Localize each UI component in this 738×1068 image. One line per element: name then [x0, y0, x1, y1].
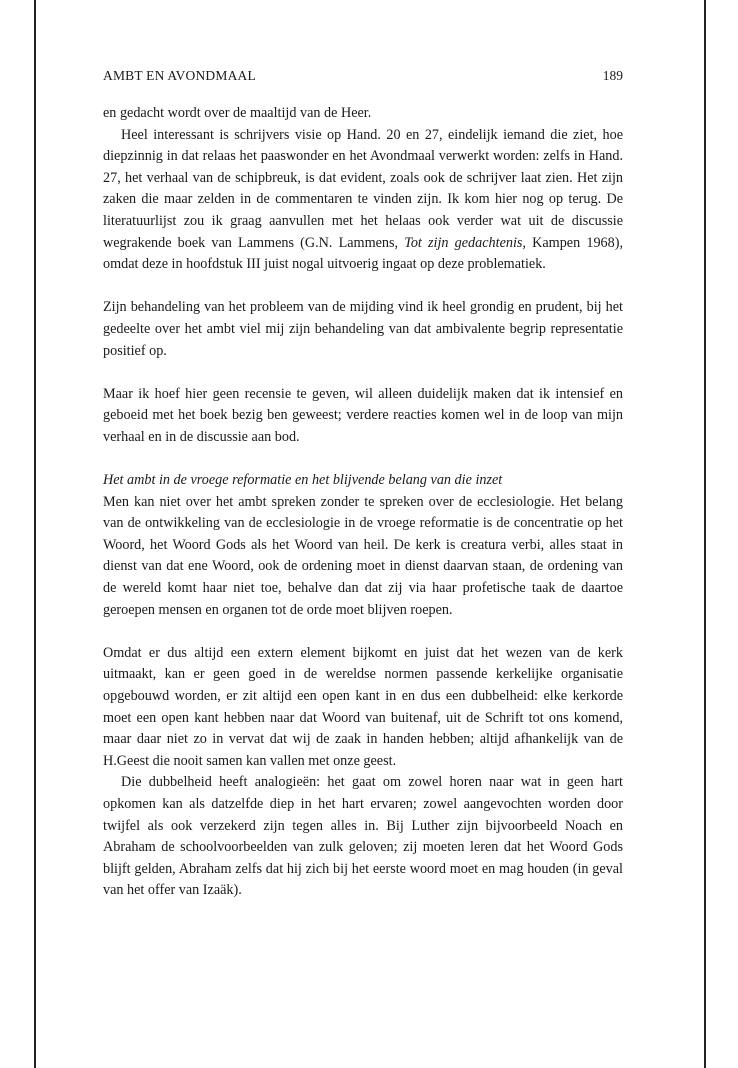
paragraph — [103, 125, 623, 276]
page-edge-right — [704, 0, 706, 1068]
section-heading: Het ambt in de vroege reformatie en het blijvende belang van die inzet — [103, 472, 503, 489]
page-number: 189 — [602, 68, 623, 83]
paragraph: Die dubbelheid heeft analogieën: het gaat om zowel horen naar wat in geen hart opkomen kan als datzelfde diep in het hart ervaren; zowel aangevochten worden door twijfel als ook verzekerd zijn tegen alles in. Bij Luther zijn bijvoorbeeld Noach en Abraham de schoolvoorbeelden van zulk geloven; zij moeten leren dat het Woord Gods blijft gelden, Abraham zelfs dat hij zich bij het eerste woord moet en mag houden (in geval van het offer van Izaäk). — [103, 774, 623, 899]
running-title: AMBT EN AVONDMAAL — [103, 68, 256, 83]
paragraph-text: Heel interessant is schrijvers visie op Hand. 20 en 27, eindelijk iemand die ziet, hoe diepzinnig in dat relaas het paaswonder en het Avondmaal verwerkt worden: zelfs in Hand. 27, het verhaal van de schipbreuk, is dat evident, zoals ook de schrijver laat zien. Het zijn zaken die maar zelden in de commentaren te vinden zijn. Ik kom hier nog op terug. De literatuurlijst zou ik graag aanvullen met het helaas ook verder wat uit de discussie wegrakende boek van Lammens (G.N. Lammens, — [103, 126, 623, 251]
paragraph: Zijn behandeling van het probleem van de mijding vind ik heel grondig en prudent, bij het gedeelte over het ambt viel mij zijn behandeling van dat ambivalente begrip representatie positief op. — [103, 299, 623, 359]
paragraph: Omdat er dus altijd een extern element bijkomt en juist dat het wezen van de kerk uitmaakt, kan er geen goed in de wereldse normen passende kerkelijke organisatie opgebouwd worden, er zit altijd een open kant in en dus een dubbelheid: elke kerkorde moet een open kant hebben naar dat Woord van buitenaf, uit de Schrift tot ons komend, maar daar niet zo in vervat dat wij de zaak in handen hebben; altijd afhankelijk van de H.Geest die nooit samen kan vallen met onze geest. — [103, 644, 623, 769]
body-text — [103, 103, 623, 902]
book-title: Tot zijn gedachtenis, — [404, 234, 526, 251]
page-edge-left — [34, 0, 36, 1068]
paragraph: Maar ik hoef hier geen recensie te geven, wil alleen duidelijk maken dat ik intensief en geboeid met het boek bezig ben geweest; verdere reacties komen wel in de loop van mijn verhaal en in de discussie aan bod. — [103, 385, 623, 445]
paragraph-text: Kampen 1968), omdat deze in hoofdstuk III juist nogal uitvoerig ingaat op deze problematiek. — [103, 234, 623, 273]
paragraph: en gedacht wordt over de maaltijd van de Heer. — [103, 105, 372, 121]
paragraph: Men kan niet over het ambt spreken zonder te spreken over de ecclesiologie. Het belang van de ontwikkeling van de ecclesiologie in de vroege reformatie is de concentratie op het Woord, het Woord Gods als het Woord van heil. De kerk is creatura verbi, alles staat in dienst van dat ene Woord, ook de ordening moet in dienst daarvan staan, de ordening van de wereld komt haar niet toe, behalve dan dat zij via haar profetische taak de daartoe geroepen mensen en organen tot de orde moet blijven roepen. — [103, 493, 623, 618]
